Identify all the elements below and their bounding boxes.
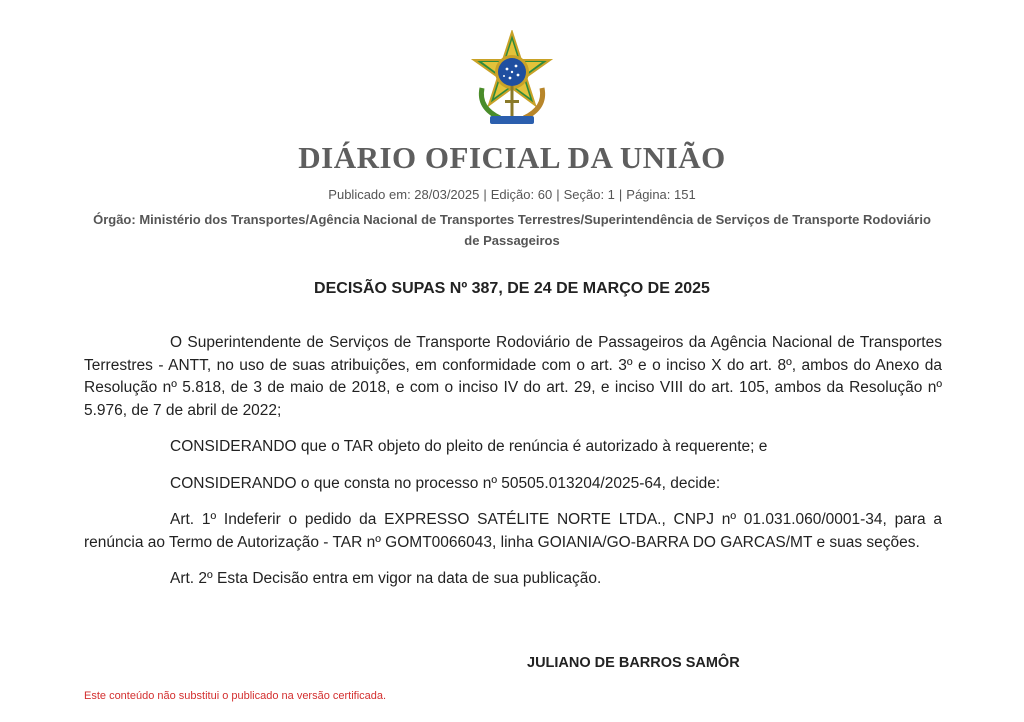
document-title: DECISÃO SUPAS Nº 387, DE 24 DE MARÇO DE 2025 <box>314 280 710 297</box>
document-body <box>84 332 942 605</box>
orgao-line <box>90 209 934 251</box>
brasao-da-republica-icon <box>470 30 554 130</box>
masthead-title: DIÁRIO OFICIAL DA UNIÃO <box>298 140 726 175</box>
disclaimer: Este conteúdo não substitui o publicado na versão certificada. <box>84 690 387 702</box>
orgao-value: Ministério dos Transportes/Agência Nacional de Transportes Terrestres/Superintendência de Serviços de Transporte Rodoviário de Passageiros <box>139 212 931 248</box>
paragraph-art-1: Art. 1º Indeferir o pedido da EXPRESSO SATÉLITE NORTE LTDA., CNPJ nº 01.031.060/0001-34, para a renúncia ao Termo de Autorização - TAR nº GOMT0066043, linha GOIANIA/GO-BARRA DO GARCAS/MT e suas seções. <box>84 511 942 551</box>
orgao-label: Órgão: <box>93 212 136 227</box>
publication-info: Publicado em: 28/03/2025 | Edição: 60 | Seção: 1 | Página: 151 <box>328 187 696 202</box>
paragraph-considerando-1: CONSIDERANDO que o TAR objeto do pleito de renúncia é autorizado à requerente; e <box>170 438 768 455</box>
paragraph-considerando-2: CONSIDERANDO o que consta no processo nº 50505.013204/2025-64, decide: <box>170 474 721 492</box>
paragraph-art-2: Art. 2º Esta Decisão entra em vigor na data de sua publicação. <box>170 570 602 587</box>
signature: JULIANO DE BARROS SAMÔR <box>527 655 740 671</box>
paragraph-preamble: O Superintendente de Serviços de Transporte Rodoviário de Passageiros da Agência Nacional de Transportes Terrestres - ANTT, no uso de suas atribuições, em conformidade com o art. 3º e o inciso X do art. 8º, ambos do Anexo da Resolução nº 5.818, de 3 de maio de 2018, e com o inciso IV do art. 29, e inciso VIII do art. 105, ambos da Resolução nº 5.976, de 7 de abril de 2022; <box>84 334 942 419</box>
page-number: Página: 151 <box>626 187 696 202</box>
edition-number: Edição: 60 <box>490 187 553 202</box>
section-number: Seção: 1 <box>563 187 615 202</box>
publication-date: Publicado em: 28/03/2025 <box>328 187 480 202</box>
